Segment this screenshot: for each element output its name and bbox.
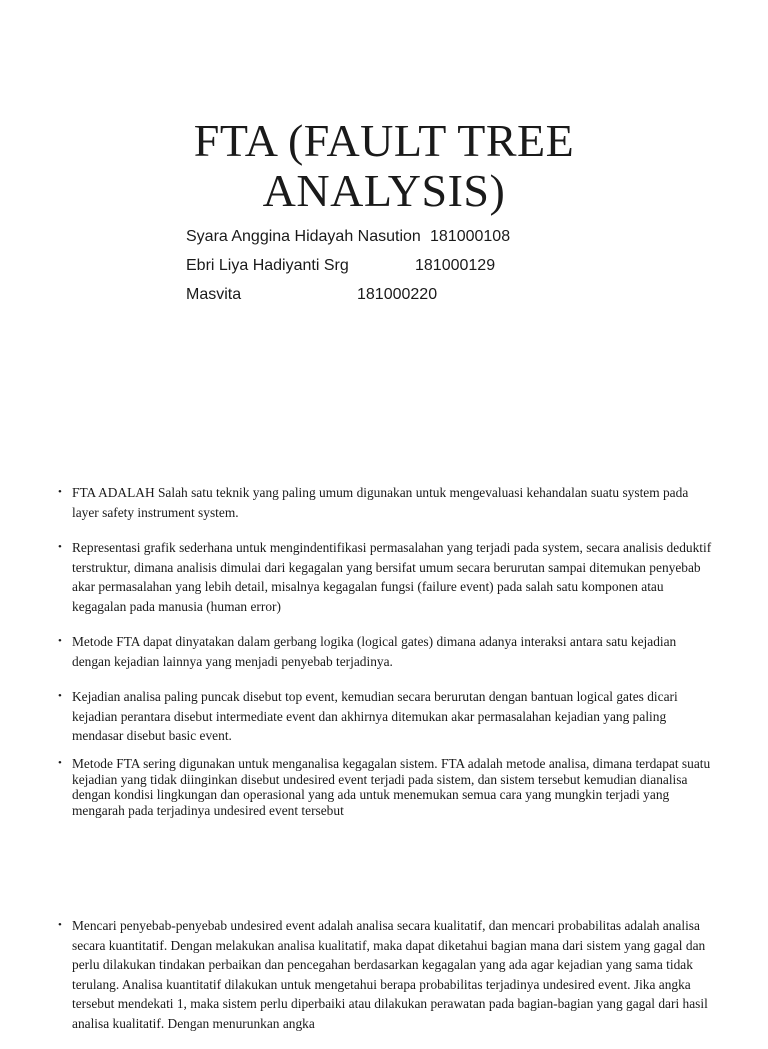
list-item [54, 538, 714, 616]
bullet-text: Mencari penyebab-penyebab undesired event adalah analisa secara kualitatif, dan mencari probabilitas adalah analisa secara kuantitatif. Dengan melakukan analisa kualitatif, maka dapat diketahui bagian mana dari sistem yang gagal dan perlu dilakukan tindakan perbaikan dan pencegahan berdasarkan kegagalan yang ada agar kejadian yang sama tidak terulang. Analisa kuantitatif dilakukan untuk mengetahui berapa probabilitas terjadinya undesired event. Jika angka tersebut mendekati 1, maka sistem perlu diperbaiki atau dilakukan perawatan pada bagian-bagian yang gagal dari hasil analisa kualitatif. Dengan menurunkan angka [72, 918, 708, 1031]
bullet-text: FTA ADALAH Salah satu teknik yang paling umum digunakan untuk mengevaluasi kehandalan suatu system pada layer safety instrument system. [72, 485, 689, 520]
author-id: 181000220 [357, 286, 438, 303]
list-item [54, 916, 714, 1033]
bullet-text: Metode FTA dapat dinyatakan dalam gerbang logika (logical gates) dimana adanya interaksi antara satu kejadian dengan kejadian lainnya yang menjadi penyebab terjadinya. [72, 634, 677, 669]
bullet-text: Representasi grafik sederhana untuk mengindentifikasi permasalahan yang terjadi pada system, secara analisis deduktif terstruktur, dimana analisis dimulai dari kegagalan yang bersifat umum secara berurutan sampai ditemukan penyebab akar permasalahan yang lebih detail, misalnya kegagalan fungsi (failure event) pada salah satu komponen atau kegagalan pada manusia (human error) [72, 540, 712, 614]
list-item [54, 632, 714, 671]
bullet-icon: • [58, 690, 62, 702]
title-slide [0, 0, 768, 440]
list-item [54, 756, 714, 818]
fta-method-list [54, 756, 714, 818]
author-name: Masvita [186, 286, 242, 303]
fta-analysis-list [54, 916, 714, 1049]
author-id: 181000129 [415, 257, 496, 274]
list-item [54, 687, 714, 746]
bullet-icon: • [58, 635, 62, 647]
author-id: 181000108 [430, 228, 511, 245]
bullet-icon: • [58, 541, 62, 553]
bullet-text: Kejadian analisa paling puncak disebut top event, kemudian secara berurutan dengan bantuan logical gates dicari kejadian perantara disebut intermediate event dan akhirnya ditemukan akar permasalahan kejadian yang paling mendasar disebut basic event. [72, 689, 678, 743]
author-name: Syara Anggina Hidayah Nasution [186, 228, 421, 245]
presentation-title: FTA (FAULT TREE ANALYSIS) [193, 115, 575, 216]
bullet-icon: • [58, 486, 62, 498]
bullet-icon: • [58, 919, 62, 931]
list-item [54, 483, 714, 522]
fta-definition-list [54, 483, 714, 762]
bullet-icon: • [58, 757, 62, 769]
author-name: Ebri Liya Hadiyanti Srg [186, 257, 349, 274]
bullet-text: Metode FTA sering digunakan untuk menganalisa kegagalan sistem. FTA adalah metode analisa, dimana terdapat suatu kejadian yang tidak diinginkan disebut undesired event terjadi pada sistem, dan sistem tersebut kemudian dianalisa dengan kondisi lingkungan dan operasional yang ada untuk menemukan semua cara yang mungkin terjadi yang mengarah pada terjadinya undesired event tersebut [72, 756, 711, 818]
